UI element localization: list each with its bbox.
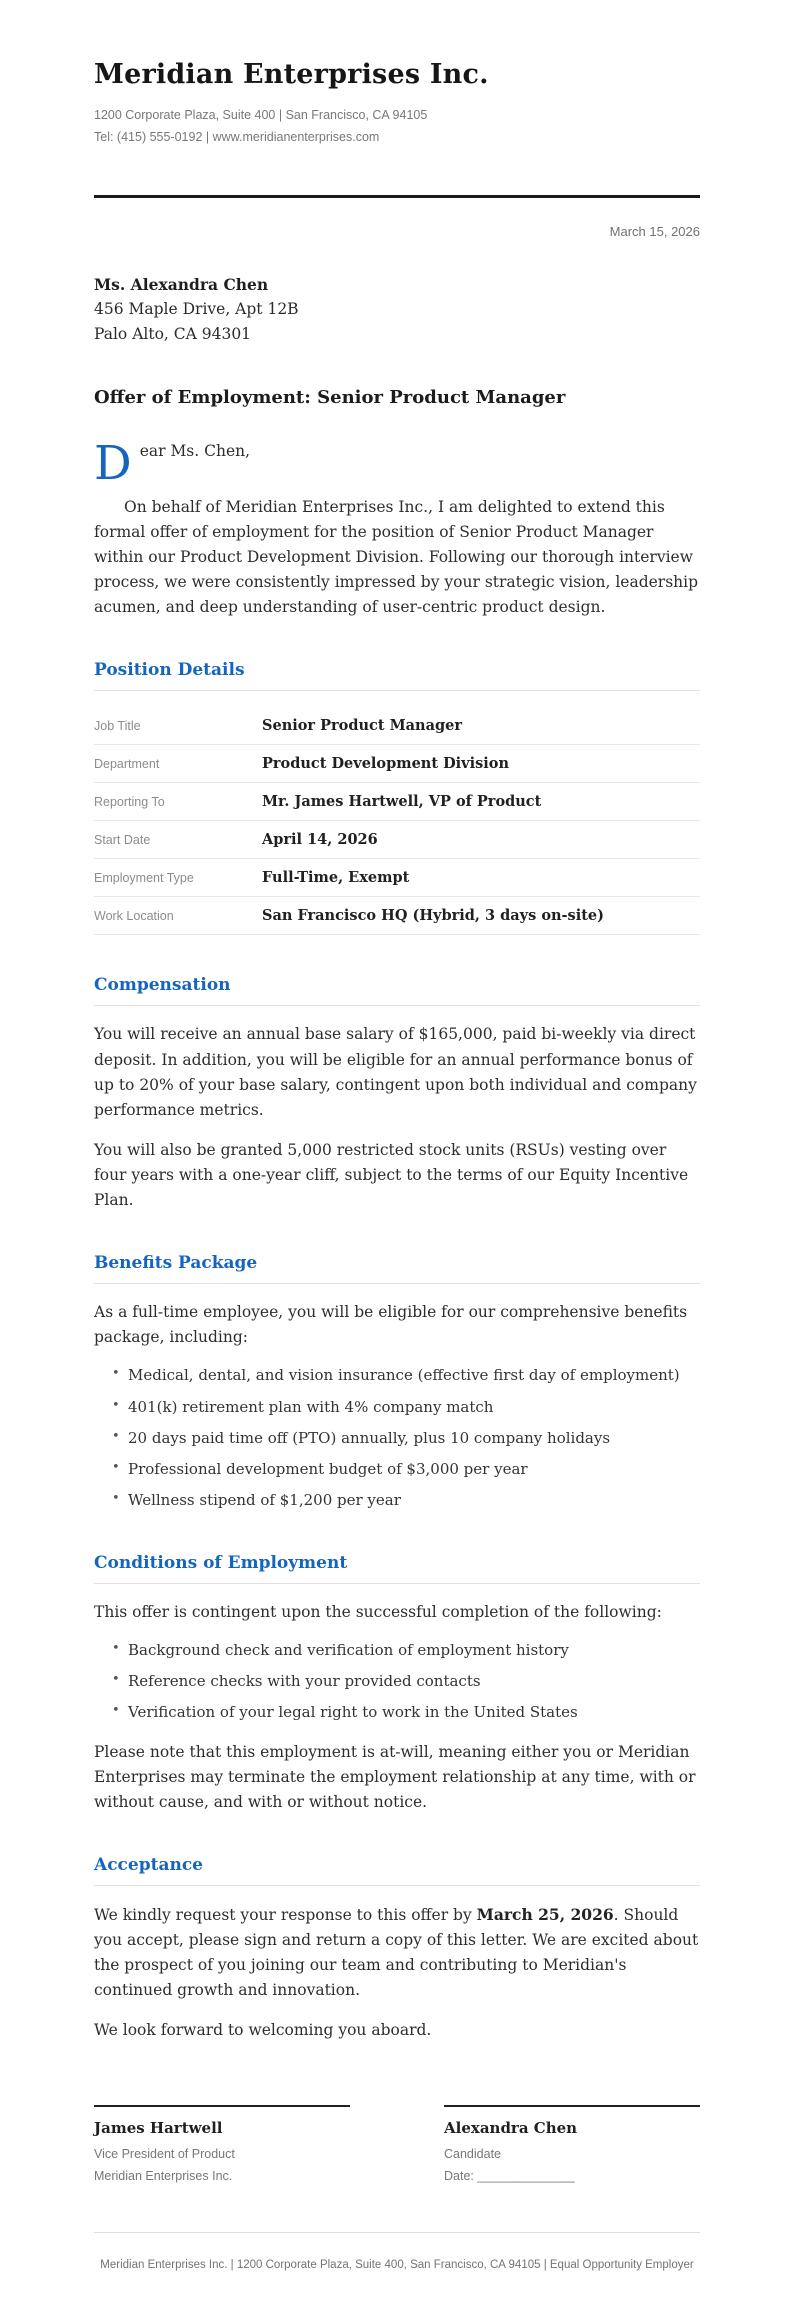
table-row [94,897,700,935]
response-deadline: March 25, 2026 [476,1904,614,1924]
section-benefits [94,1253,700,1512]
row-value: Product Development Division [262,755,509,773]
conditions-list [94,1639,700,1725]
salutation-text: ear Ms. Chen, [139,441,251,460]
signature-candidate [444,2105,700,2188]
benefits-heading: Benefits Package [94,1253,700,1284]
acceptance-paragraph-1 [94,1902,700,2003]
list-item: • 401(k) retirement plan with 4% company match [112,1396,700,1419]
salutation [94,435,700,621]
signatory-company: Meridian Enterprises Inc. [94,2169,233,2184]
compensation-heading: Compensation [94,975,700,1006]
acceptance-text-before: We kindly request your response to this offer by [94,1905,477,1924]
table-row [94,821,700,859]
signature-line [94,2105,350,2107]
compensation-paragraph-2: You will also be granted 5,000 restricted stock units (RSUs) vesting over four years with a one-year cliff, subject to the terms of our Equity Incentive Plan. [94,1140,689,1210]
compensation-paragraph-1: You will receive an annual base salary of $165,000, paid bi-weekly via direct deposit. In addition, you will be eligible for an annual performance bonus of up to 20% of your base salary, contingent upon both individual and company performance metrics. [94,1025,697,1119]
table-row [94,707,700,745]
company-contact: Tel: (415) 555-0192 | www.meridianenterprises.com [94,129,380,144]
row-value: San Francisco HQ (Hybrid, 3 days on-site) [262,907,605,925]
signature-line [444,2105,700,2107]
company-name: Meridian Enterprises Inc. [94,59,489,90]
letterhead [94,58,700,198]
signatory-title: Vice President of Product [94,2147,235,2162]
row-label: Department [94,756,160,771]
row-label: Work Location [94,908,174,923]
section-acceptance [94,1855,700,2044]
position-details-heading: Position Details [94,660,700,691]
position-details-table [94,707,700,935]
drop-cap: D [94,435,132,491]
company-meta [94,105,700,149]
intro-paragraph: On behalf of Meridian Enterprises Inc., I am delighted to extend this formal offer of employment for the position of Senior Product Manager within our Product Development Division. Following our thorough interview process, we were consistently impressed by your strategic vision, leadership acumen, and deep understanding of user-centric product design. [94,497,699,617]
row-value: Senior Product Manager [262,717,462,735]
list-item: • Reference checks with your provided contacts [112,1670,700,1693]
acceptance-text-after: . Should you accept, please sign and return a copy of this letter. We are excited about the prospect of you joining our team and contributing to Meridian's continued growth and innovation. [94,1905,699,2000]
table-row [94,783,700,821]
signatory-role: Candidate [444,2147,501,2162]
row-label: Employment Type [94,870,194,885]
subject-line: Offer of Employment: Senior Product Manager [94,386,566,408]
company-address: 1200 Corporate Plaza, Suite 400 | San Francisco, CA 94105 [94,107,428,122]
row-value: Mr. James Hartwell, VP of Product [262,793,542,811]
acceptance-heading: Acceptance [94,1855,700,1886]
page-footer: Meridian Enterprises Inc. | 1200 Corporate Plaza, Suite 400, San Francisco, CA 94105 | Equal Opportunity Employer [94,2232,700,2271]
section-compensation [94,975,700,1213]
list-item: • Wellness stipend of $1,200 per year [112,1489,700,1512]
recipient-address-2: Palo Alto, CA 94301 [94,325,252,344]
row-value: April 14, 2026 [262,831,378,849]
signatory-name: Alexandra Chen [444,2119,578,2138]
row-label: Job Title [94,718,141,733]
recipient-block [94,273,700,347]
conditions-heading: Conditions of Employment [94,1553,700,1584]
at-will-paragraph: Please note that this employment is at-will, meaning either you or Meridian Enterprises may terminate the employment relationship at any time, with or without cause, and with or without notice. [94,1742,696,1811]
letterhead-rule [94,195,700,198]
conditions-intro: This offer is contingent upon the successful completion of the following: [94,1602,662,1621]
table-row [94,859,700,897]
signature-date-field: Date: ______________ [444,2169,575,2184]
section-position-details [94,660,700,935]
list-item: • Professional development budget of $3,000 per year [112,1458,700,1481]
row-label: Start Date [94,832,151,847]
acceptance-paragraph-2: We look forward to welcoming you aboard. [94,2021,432,2040]
benefits-intro: As a full-time employee, you will be eligible for our comprehensive benefits package, including: [94,1303,688,1347]
recipient-name: Ms. Alexandra Chen [94,274,269,294]
list-item: • Background check and verification of employment history [112,1639,700,1662]
list-item: • Verification of your legal right to work in the United States [112,1701,700,1724]
table-row [94,745,700,783]
signature-employer [94,2105,350,2188]
signatory-name: James Hartwell [94,2119,223,2138]
section-conditions [94,1553,700,1815]
benefits-list [94,1364,700,1512]
signature-block [94,2105,700,2188]
list-item: • 20 days paid time off (PTO) annually, plus 10 company holidays [112,1427,700,1450]
row-label: Reporting To [94,794,165,809]
offer-letter-page [94,0,700,2319]
letter-date: March 15, 2026 [609,223,700,239]
row-value: Full-Time, Exempt [262,869,410,887]
list-item: • Medical, dental, and vision insurance (effective first day of employment) [112,1364,700,1387]
recipient-address-1: 456 Maple Drive, Apt 12B [94,300,299,319]
